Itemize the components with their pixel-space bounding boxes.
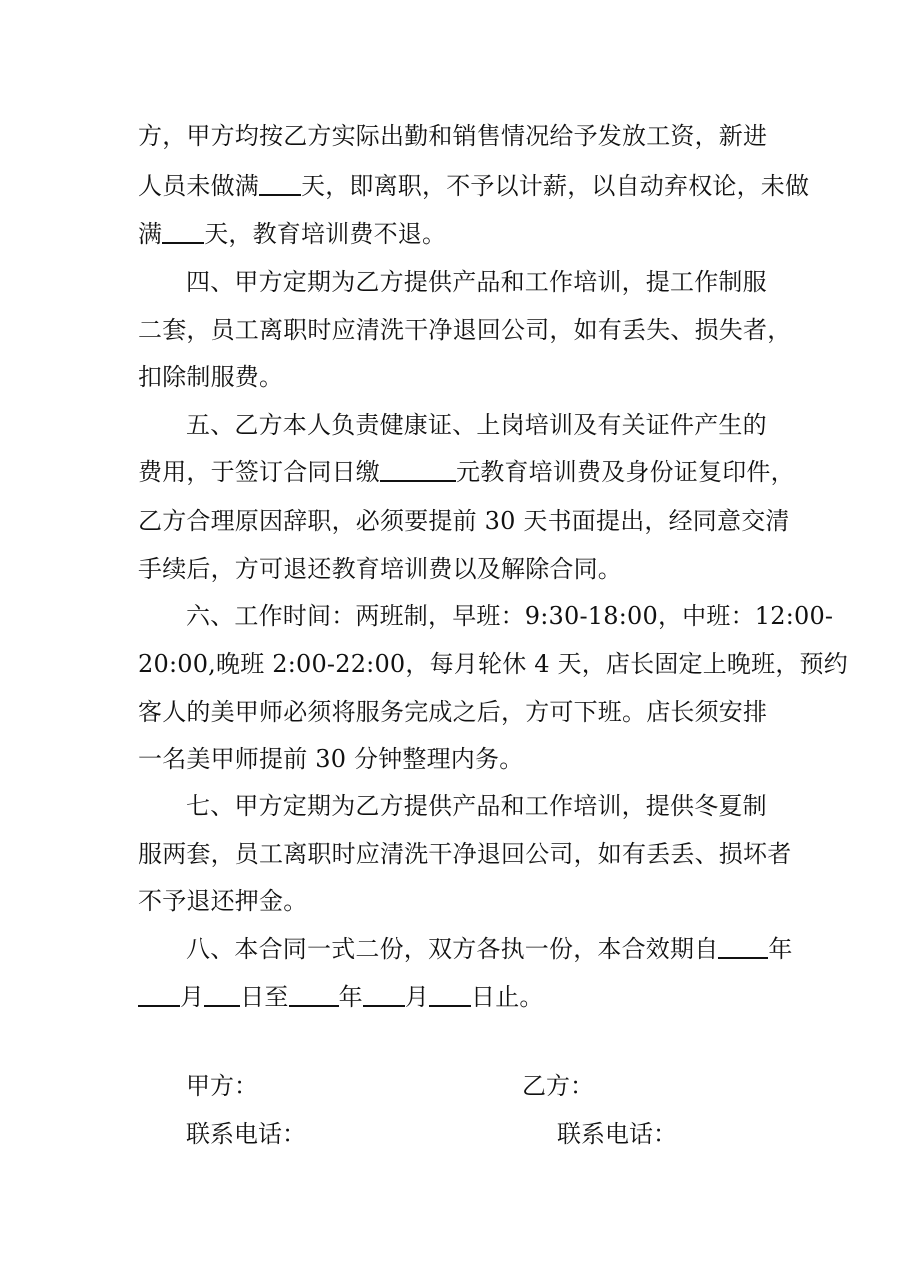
fill-blank <box>259 170 301 196</box>
text: 人员未做满 <box>138 172 259 200</box>
paragraph-line <box>138 311 791 349</box>
text: 手续后，方可退还教育培训费以及解除合同。 <box>138 555 622 583</box>
fill-blank <box>363 981 405 1007</box>
fill-blank <box>289 981 339 1007</box>
text: 服两套，员工离职时应清洗干净退回公司，如有丢丢、损坏者 <box>138 840 792 868</box>
text: 年 <box>338 983 363 1011</box>
paragraph-line <box>138 117 767 155</box>
text: 不予退还押金。 <box>138 887 308 915</box>
text: 日止。 <box>471 983 544 1011</box>
text: 扣除制服费。 <box>138 363 284 391</box>
text: 费用，于签订合同日缴 <box>138 458 380 486</box>
party-a-label: 甲方： <box>186 1072 258 1100</box>
paragraph-line <box>186 263 767 301</box>
text: 20:00,晚班 2:00-22:00，每月轮休 4 天，店长固定上晚班，预约 <box>138 650 848 678</box>
text: 六、工作时间：两班制，早班：9:30-18:00，中班：12:00- <box>186 602 834 630</box>
paragraph-line <box>138 215 446 253</box>
party-b-label: 乙方： <box>522 1072 594 1100</box>
paragraph-line <box>138 740 523 778</box>
text: 四、甲方定期为乙方提供产品和工作培训，提工作制服 <box>186 268 767 296</box>
paragraph-line <box>138 835 791 873</box>
paragraph-line <box>138 453 795 491</box>
text: 满 <box>138 220 163 248</box>
text: 元教育培训费及身份证复印件， <box>456 458 795 486</box>
text: 乙方合理原因辞职，必须要提前 30 天书面提出，经同意交清 <box>138 507 790 535</box>
paragraph-line <box>138 693 767 731</box>
text: 天，即离职，不予以计薪，以自动弃权论，未做 <box>301 172 810 200</box>
fill-blank <box>138 981 180 1007</box>
paragraph-line <box>186 406 767 444</box>
text: 年 <box>768 935 793 963</box>
text: 一名美甲师提前 30 分钟整理内务。 <box>138 745 524 773</box>
text: 月 <box>404 983 430 1011</box>
text: 七、甲方定期为乙方提供产品和工作培训，提供冬夏制 <box>186 792 767 820</box>
paragraph-line <box>138 167 809 205</box>
party-a-phone-label: 联系电话： <box>186 1120 306 1148</box>
fill-blank <box>162 218 204 244</box>
text: 五、乙方本人负责健康证、上岗培训及有关证件产生的 <box>186 411 767 439</box>
text: 日至 <box>240 983 289 1011</box>
fill-blank <box>204 981 240 1007</box>
text: 八、本合同一式二份，双方各执一份，本合效期自 <box>186 935 719 963</box>
text: 客人的美甲师必须将服务完成之后，方可下班。店长须安排 <box>138 698 768 726</box>
party-b-phone-label: 联系电话： <box>557 1120 677 1148</box>
text: 月 <box>180 983 205 1011</box>
paragraph-line <box>138 645 848 683</box>
paragraph-line <box>186 930 793 968</box>
text: 天，教育培训费不退。 <box>204 220 447 248</box>
paragraph-line <box>186 597 833 635</box>
paragraph-line <box>138 550 622 588</box>
paragraph-line <box>138 358 283 396</box>
fill-blank <box>429 981 471 1007</box>
text: 二套，员工离职时应清洗干净退回公司，如有丢失、损失者， <box>138 316 792 344</box>
fill-blank <box>380 456 456 482</box>
paragraph-line <box>138 882 307 920</box>
paragraph-line <box>186 787 767 825</box>
fill-blank <box>718 933 768 959</box>
paragraph-line <box>138 978 544 1016</box>
text: 方，甲方均按乙方实际出勤和销售情况给予发放工资，新进 <box>138 122 768 150</box>
paragraph-line <box>138 502 790 540</box>
